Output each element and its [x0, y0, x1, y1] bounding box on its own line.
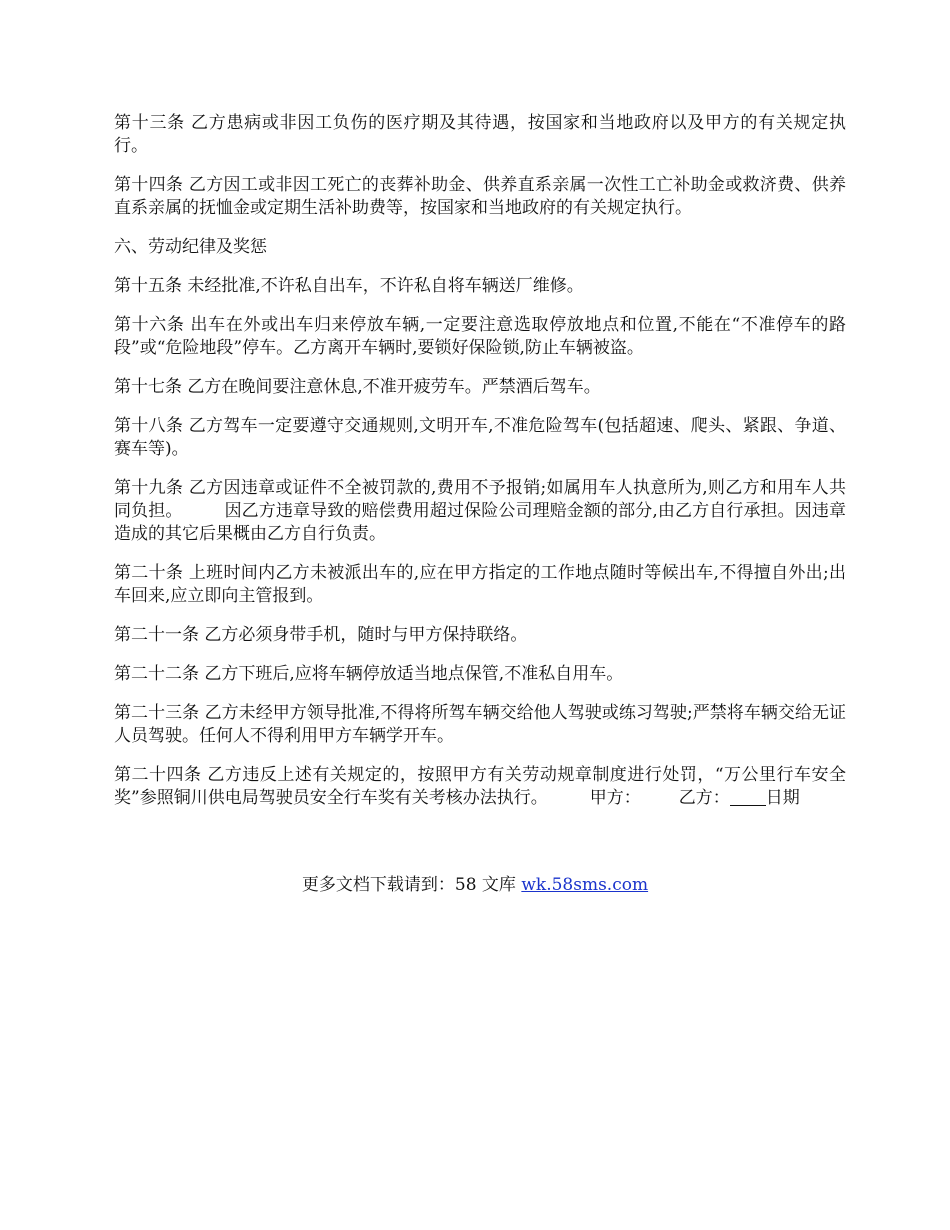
- footer-text: 更多文档下载请到：58 文库: [301, 875, 522, 895]
- party-a-label: 甲方：: [589, 788, 641, 808]
- date-blank-line: [730, 788, 766, 806]
- article-17: 第十七条 乙方在晚间要注意休息,不准开疲劳车。严禁酒后驾车。: [114, 377, 601, 397]
- article-16: 第十六条 出车在外或出车归来停放车辆,一定要注意选取停放地点和位置,不能在“不准停车的路段”或“危险地段”停车。乙方离开车辆时,要锁好保险锁,防止车辆被盗。: [114, 315, 846, 358]
- date-label: 日期: [765, 788, 800, 808]
- article-23: 第二十三条 乙方未经甲方领导批准,不得将所驾车辆交给他人驾驶或练习驾驶;严禁将车辆交给无证人员驾驶。任何人不得利用甲方车辆学开车。: [114, 703, 846, 746]
- article-19-part2: 因乙方违章导致的赔偿费用超过保险公司理赔金额的部分,由乙方自行承担。因违章造成的其它后果概由乙方自行负责。: [114, 501, 847, 544]
- article-24-text: 第二十四条 乙方违反上述有关规定的，按照甲方有关劳动规章制度进行处罚，“万公里行车安全奖”参照铜川供电局驾驶员安全行车奖有关考核办法执行。: [114, 765, 846, 808]
- party-b-label: 乙方：: [678, 788, 730, 808]
- article-15: 第十五条 未经批准,不许私自出车，不许私自将车辆送厂维修。: [114, 276, 584, 296]
- article-22: 第二十二条 乙方下班后,应将车辆停放适当地点保管,不准私自用车。: [114, 664, 624, 684]
- article-18: 第十八条 乙方驾车一定要遵守交通规则,文明开车,不准危险驾车(包括超速、爬头、紧跟、争道、赛车等)。: [114, 416, 846, 459]
- article-24: [114, 764, 846, 810]
- article-21: 第二十一条 乙方必须身带手机，随时与甲方保持联络。: [114, 625, 528, 645]
- article-14: 第十四条 乙方因工或非因工死亡的丧葬补助金、供养直系亲属一次性工亡补助金或救济费、供养直系亲属的抚恤金或定期生活补助费等，按国家和当地政府的有关规定执行。: [114, 175, 846, 218]
- article-13: 第十三条 乙方患病或非因工负伤的医疗期及其待遇，按国家和当地政府以及甲方的有关规定执行。: [114, 113, 846, 156]
- footer: [0, 874, 950, 897]
- document-body: [114, 112, 846, 826]
- article-19-part1: 第十九条 乙方因违章或证件不全被罚款的,费用不予报销;如属用车人执意所为,则乙方和用车人共同负担。: [114, 478, 846, 521]
- section-heading-discipline: 六、劳动纪律及奖惩: [114, 237, 267, 257]
- article-20: 第二十条 上班时间内乙方未被派出车的,应在甲方指定的工作地点随时等候出车,不得擅自外出;出车回来,应立即向主管报到。: [114, 563, 846, 606]
- footer-link[interactable]: wk.58sms.com: [521, 875, 649, 895]
- article-19: [114, 477, 846, 546]
